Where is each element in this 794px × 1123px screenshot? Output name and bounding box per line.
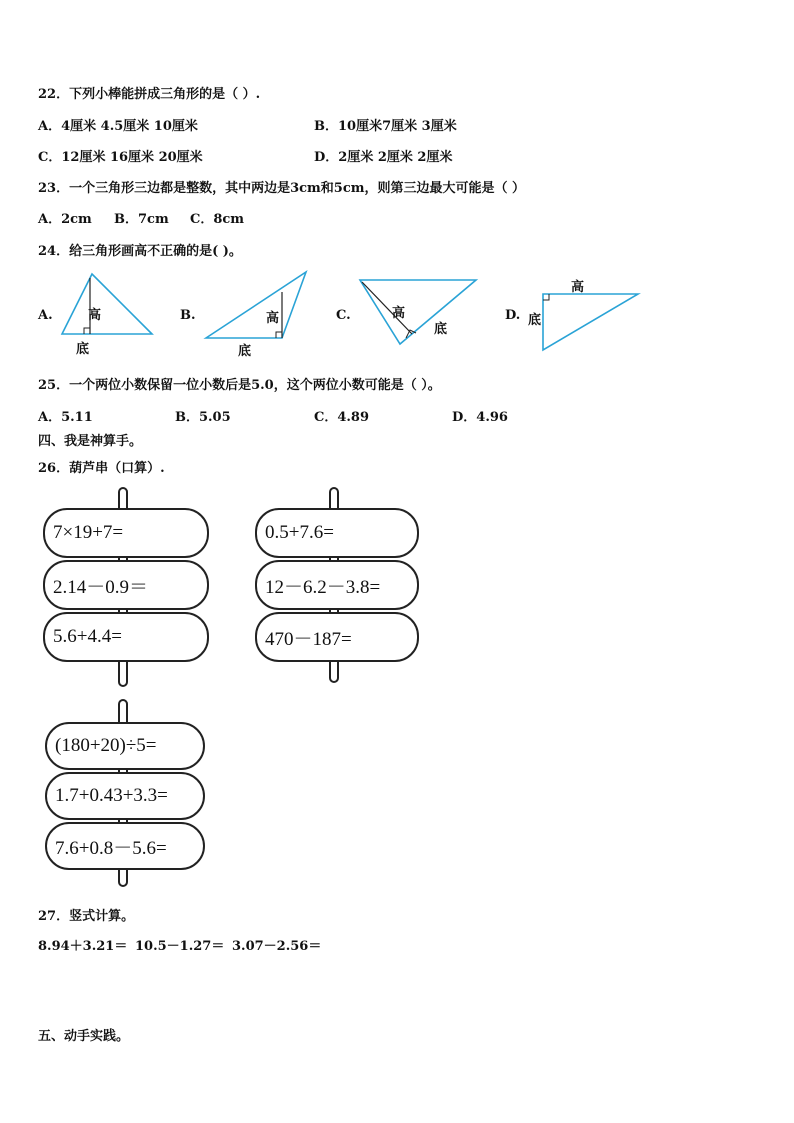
q24-stem: 24．给三角形画高不正确的是( )。 — [38, 244, 242, 259]
q25-option-a[interactable]: A．5.11 — [38, 410, 93, 425]
q27-problem-1: 8.94＋3.21＝ — [38, 939, 128, 954]
gourd-1-bead-1[interactable]: 7×19+7= — [43, 508, 209, 558]
triangle-b-base-label: 底 — [238, 344, 252, 359]
q27-problem-3: 3.07－2.56＝ — [232, 939, 322, 954]
triangle-d-height-label: 高 — [571, 280, 585, 295]
gourd-3-bead-1[interactable]: (180+20)÷5= — [45, 722, 205, 770]
q23-option-c[interactable]: C．8cm — [190, 212, 245, 227]
gourd-1-bead-3[interactable]: 5.6+4.4= — [43, 612, 209, 662]
q27-stem: 27．竖式计算。 — [38, 909, 135, 924]
gourd-2-bead-1[interactable]: 0.5+7.6= — [255, 508, 419, 558]
triangle-b-right-angle-mark — [276, 332, 282, 338]
section-5-title: 五、动手实践。 — [38, 1029, 130, 1044]
q26-stem: 26．葫芦串（口算）. — [38, 461, 165, 476]
q22-option-a[interactable]: A．4厘米 4.5厘米 10厘米 — [38, 119, 198, 134]
q22-stem: 22．下列小棒能拼成三角形的是（ ）. — [38, 87, 261, 102]
q24-option-c[interactable]: C. — [336, 308, 351, 323]
q25-option-c[interactable]: C．4.89 — [314, 410, 370, 425]
section-4-title: 四、我是神算手。 — [38, 434, 143, 449]
gourd-2-bead-2[interactable]: 12－6.2－3.8= — [255, 560, 419, 610]
triangle-b-shape — [206, 272, 306, 338]
triangle-a-height-label: 高 — [88, 308, 102, 323]
triangle-d-shape — [543, 294, 638, 350]
triangle-d-base-label: 底 — [528, 313, 542, 328]
triangle-c-shape — [360, 280, 476, 344]
triangle-b-figure — [204, 270, 314, 342]
q22-option-d[interactable]: D．2厘米 2厘米 2厘米 — [314, 150, 453, 165]
gourd-3-bead-2[interactable]: 1.7+0.43+3.3= — [45, 772, 205, 820]
triangle-c-height-label: 高 — [392, 306, 406, 321]
triangle-a-figure — [60, 272, 160, 342]
q24-option-b[interactable]: B. — [180, 308, 196, 323]
q23-option-a[interactable]: A．2cm — [38, 212, 92, 227]
q22-option-b[interactable]: B．10厘米7厘米 3厘米 — [314, 119, 457, 134]
q25-option-d[interactable]: D．4.96 — [452, 410, 508, 425]
triangle-c-base-label: 底 — [434, 322, 448, 337]
q23-stem: 23．一个三角形三边都是整数，其中两边是3cm和5cm，则第三边最大可能是（ ） — [38, 181, 526, 196]
q27-problem-2: 10.5－1.27＝ — [135, 939, 225, 954]
gourd-1-bead-2[interactable]: 2.14－0.9＝ — [43, 560, 209, 610]
gourd-2-bead-3[interactable]: 470－187= — [255, 612, 419, 662]
triangle-a-base-label: 底 — [76, 342, 90, 357]
triangle-c-figure — [358, 278, 480, 348]
gourd-3-bead-3[interactable]: 7.6+0.8－5.6= — [45, 822, 205, 870]
q24-option-a[interactable]: A. — [38, 308, 53, 323]
q25-option-b[interactable]: B．5.05 — [175, 410, 231, 425]
q24-option-d[interactable]: D. — [505, 308, 521, 323]
triangle-a-shape — [62, 274, 152, 334]
q22-option-c[interactable]: C．12厘米 16厘米 20厘米 — [38, 150, 203, 165]
q23-option-b[interactable]: B．7cm — [114, 212, 169, 227]
triangle-d-figure — [540, 290, 642, 354]
triangle-a-right-angle-mark — [84, 328, 90, 334]
triangle-b-height-label: 高 — [266, 311, 280, 326]
q25-stem: 25．一个两位小数保留一位小数后是5.0，这个两位小数可能是（ ）。 — [38, 378, 441, 393]
triangle-d-right-angle-mark — [543, 294, 549, 300]
